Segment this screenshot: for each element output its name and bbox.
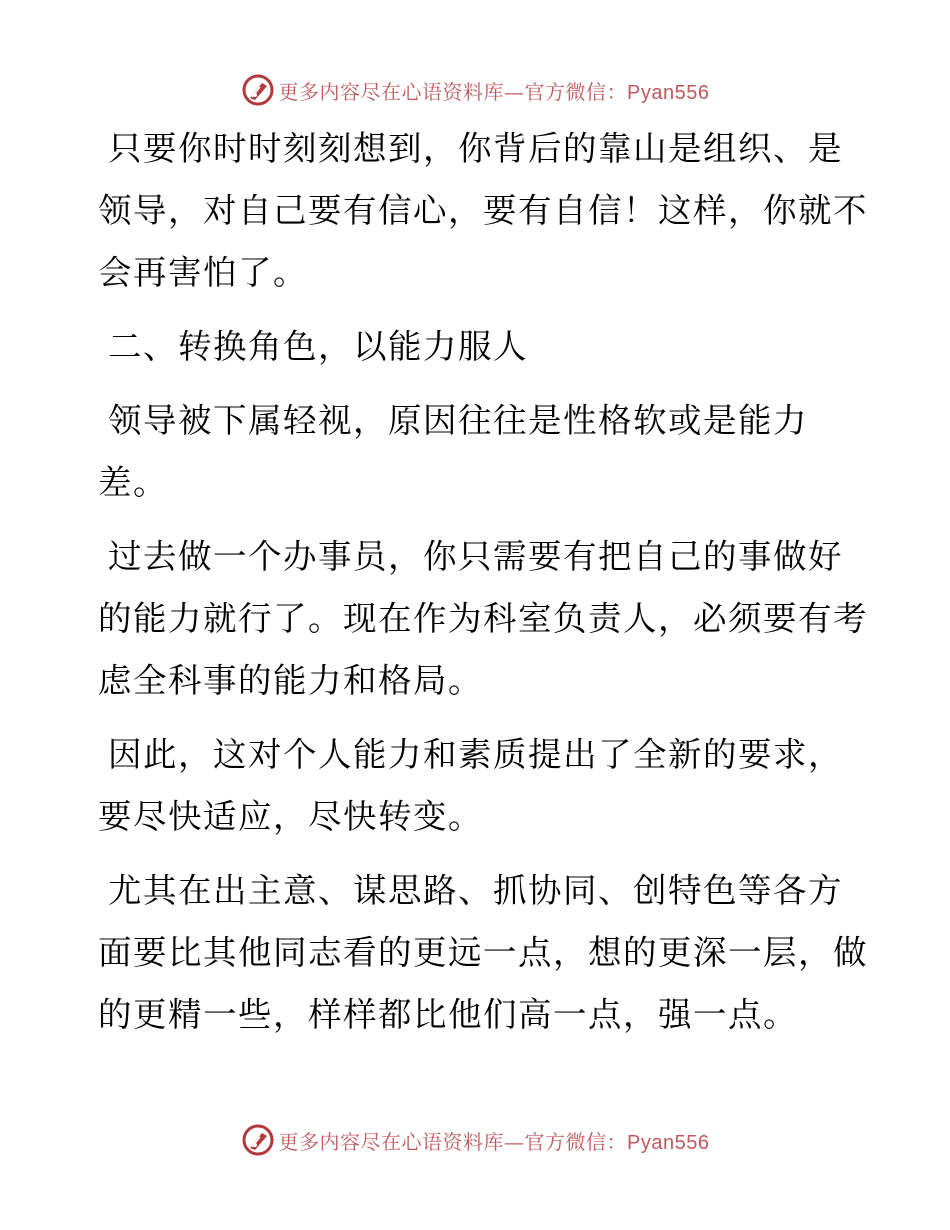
watermark-dash: — <box>504 79 525 104</box>
watermark-text <box>279 1126 710 1155</box>
watermark-wechat-id: Pyan556 <box>627 81 710 104</box>
pen-nib-logo-icon <box>241 1123 275 1157</box>
watermark-wechat-label: 官方微信： <box>524 79 628 104</box>
watermark-brand: 更多内容尽在心语资料库 <box>278 79 505 104</box>
document-body <box>98 118 868 1058</box>
section-heading: 二、转换角色，以能力服人 <box>108 327 528 366</box>
paragraph-new-requirements: 因此，这对个人能力和素质提出了全新的要求，要尽快适应，尽快转变。 <box>98 735 843 836</box>
paragraph-especially: 尤其在出主意、谋思路、抓协同、创特色等各方面要比其他同志看的更远一点，想的更深一层，做的更精一些，样样都比他们高一点，强一点。 <box>98 871 868 1034</box>
pen-nib-logo-icon <box>241 73 275 107</box>
paragraph-confidence: 只要你时时刻刻想到，你背后的靠山是组织、是领导，对自己要有信心，要有自信！这样，你就不会再害怕了。 <box>98 129 868 292</box>
watermark-wechat-label: 官方微信： <box>524 1129 628 1154</box>
paragraph-past-role: 过去做一个办事员，你只需要有把自己的事做好的能力就行了。现在作为科室负责人，必须要有考虑全科事的能力和格局。 <box>98 537 868 700</box>
watermark-dash: — <box>504 1129 525 1154</box>
watermark-brand: 更多内容尽在心语资料库 <box>278 1129 505 1154</box>
paragraph-leader-slighted: 领导被下属轻视，原因往往是性格软或是能力差。 <box>98 401 808 502</box>
watermark-wechat-id: Pyan556 <box>627 1131 710 1154</box>
footer-watermark <box>0 1120 950 1160</box>
header-watermark <box>0 70 950 110</box>
watermark-text <box>279 76 710 105</box>
